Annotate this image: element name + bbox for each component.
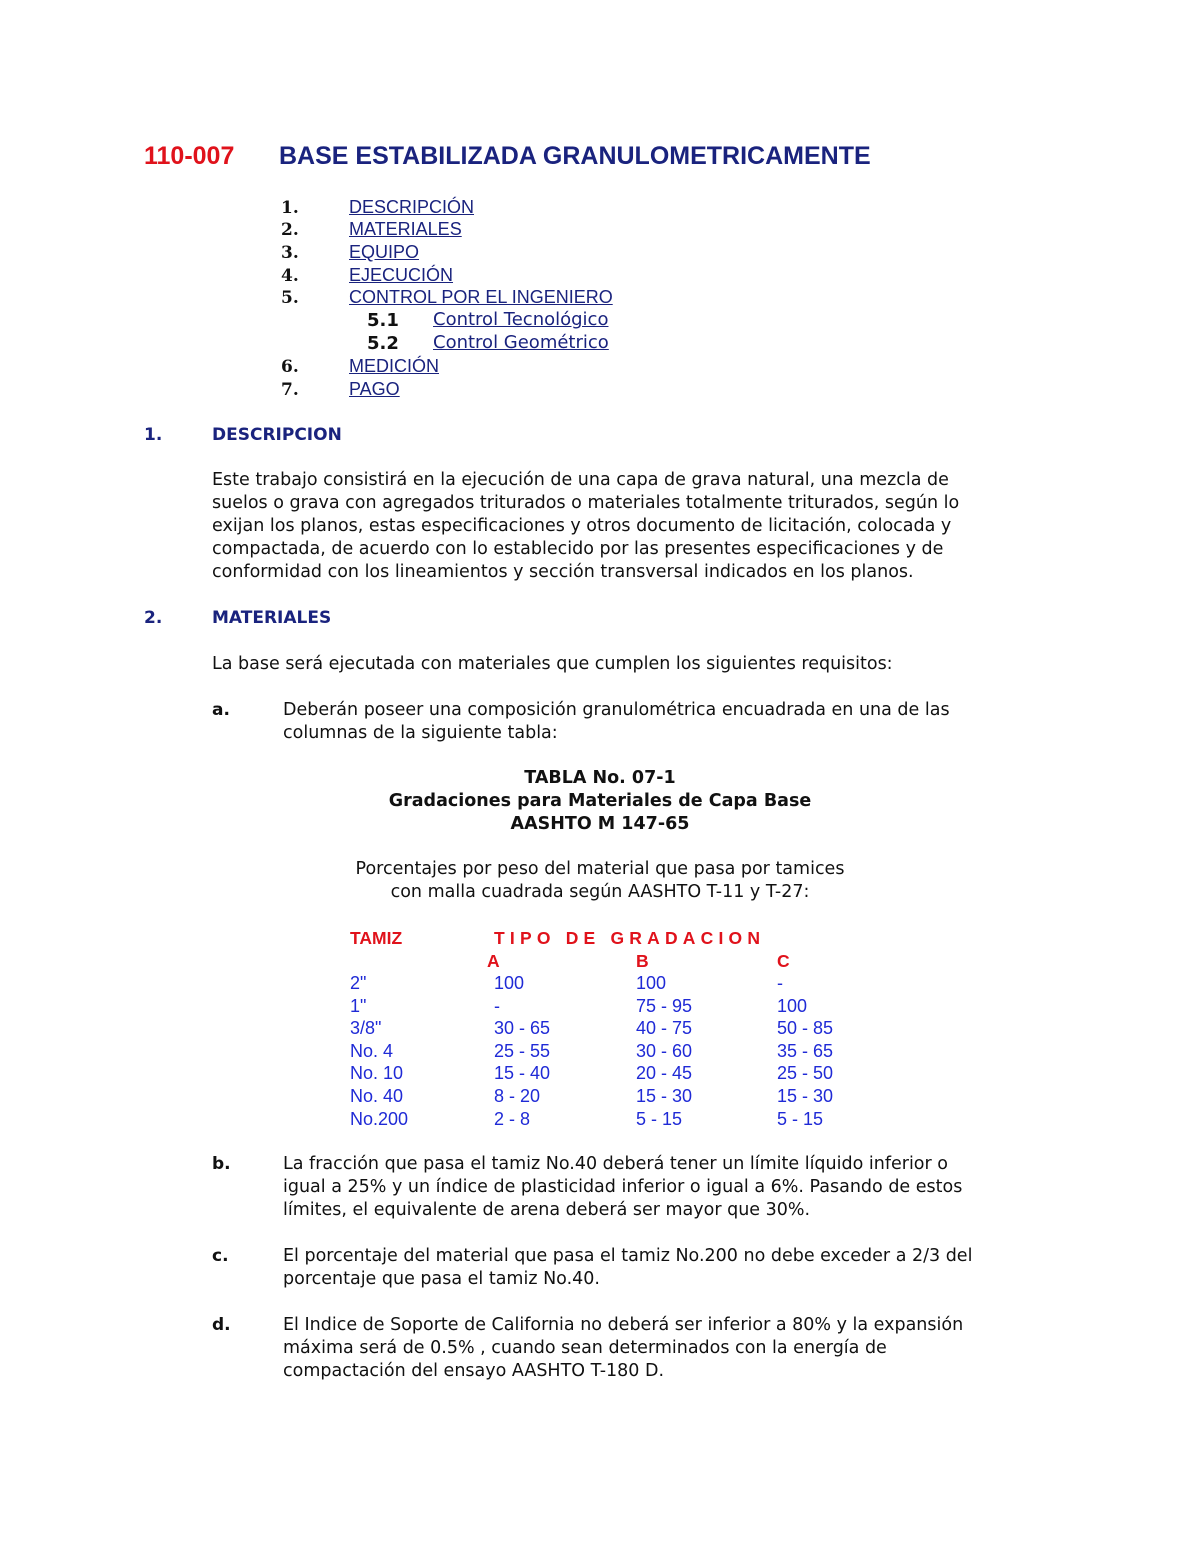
table-cell-c: - [777, 973, 783, 993]
table-note-line: Porcentajes por peso del material que pasa por tamices [355, 859, 845, 879]
column-header-tipo: TIPO DE GRADACION [494, 928, 766, 948]
section-number: 1. [144, 425, 163, 445]
page-title: BASE ESTABILIZADA GRANULOMETRICAMENTE [279, 142, 871, 170]
paragraph-line: Este trabajo consistirá en la ejecución de una capa de grava natural, una mezcla de [212, 470, 949, 490]
table-cell-a: 100 [494, 973, 525, 993]
item-d-line: compactación del ensayo AASHTO T-180 D. [283, 1361, 665, 1381]
column-header-a: A [487, 951, 500, 971]
item-d-line: máxima será de 0.5% , cuando sean determinados con la energía de [283, 1338, 887, 1358]
toc-link-pago[interactable]: PAGO [349, 379, 400, 399]
table-cell-tamiz: 3/8" [350, 1018, 382, 1039]
toc-link-materiales[interactable]: MATERIALES [349, 219, 462, 239]
item-a-line: columnas de la siguiente tabla: [283, 723, 558, 743]
table-cell-a: 30 - 65 [494, 1018, 551, 1039]
paragraph-line: exijan los planos, estas especificaciones y otros documento de licitación, colocada y [212, 516, 952, 536]
toc-link-control[interactable]: CONTROL POR EL INGENIERO [349, 287, 613, 307]
item-letter: c. [212, 1246, 229, 1266]
table-cell-b: 100 [636, 973, 667, 993]
table-cell-a: 2 - 8 [494, 1108, 531, 1129]
item-letter: d. [212, 1315, 231, 1335]
table-cell-b: 40 - 75 [636, 1018, 693, 1039]
materiales-intro: La base será ejecutada con materiales que cumplen los siguientes requisitos: [212, 654, 893, 674]
toc-num: 6. [281, 357, 299, 377]
item-b-line: límites, el equivalente de arena deberá ser mayor que 30%. [283, 1200, 811, 1220]
toc-num: 3. [281, 243, 299, 263]
table-cell-b: 20 - 45 [636, 1063, 693, 1084]
table-cell-c: 100 [777, 995, 808, 1016]
table-cell-tamiz: No. 40 [350, 1086, 404, 1106]
table-cell-tamiz: 1" [350, 995, 367, 1016]
item-c-line: porcentaje que pasa el tamiz No.40. [283, 1269, 600, 1289]
column-header-c: C [777, 951, 790, 971]
toc-link-descripcion[interactable]: DESCRIPCIÓN [349, 197, 475, 217]
section-number: 2. [144, 608, 163, 628]
table-note-line: con malla cuadrada según AASHTO T-11 y T-27: [390, 882, 810, 902]
table-cell-a: 25 - 55 [494, 1040, 551, 1061]
toc-num: 7. [281, 380, 299, 400]
item-b-line: La fracción que pasa el tamiz No.40 deberá tener un límite líquido inferior o [283, 1154, 948, 1174]
table-cell-c: 50 - 85 [777, 1018, 834, 1039]
paragraph-line: conformidad con los lineamientos y sección transversal indicados en los planos. [212, 562, 914, 582]
paragraph-line: compactada, de acuerdo con lo establecido por las presentes especificaciones y de [212, 539, 944, 559]
section-title-descripcion: DESCRIPCION [212, 425, 342, 445]
toc-num: 2. [281, 220, 299, 240]
table-subtitle: Gradaciones para Materiales de Capa Base [388, 791, 812, 811]
toc-num: 5.1 [367, 310, 399, 331]
table-cell-a: 8 - 20 [494, 1086, 541, 1106]
table-cell-tamiz: No.200 [350, 1108, 409, 1129]
item-letter: a. [212, 700, 230, 720]
table-cell-a: - [494, 995, 500, 1016]
item-c-line: El porcentaje del material que pasa el tamiz No.200 no debe exceder a 2/3 del [283, 1246, 973, 1266]
table-standard: AASHTO M 147-65 [510, 814, 690, 834]
table-cell-c: 15 - 30 [777, 1086, 834, 1106]
toc-link-equipo[interactable]: EQUIPO [349, 242, 420, 262]
section-title-materiales: MATERIALES [212, 608, 332, 628]
toc-num: 5. [281, 288, 299, 308]
table-title: TABLA No. 07-1 [524, 768, 676, 788]
table-cell-c: 35 - 65 [777, 1040, 834, 1061]
table-cell-a: 15 - 40 [494, 1063, 551, 1084]
paragraph-line: suelos o grava con agregados triturados o materiales totalmente triturados, según lo [212, 493, 960, 513]
column-header-b: B [636, 951, 649, 971]
toc-link-control-tecnologico[interactable]: Control Tecnológico [433, 309, 609, 330]
table-cell-c: 5 - 15 [777, 1108, 824, 1129]
table-cell-c: 25 - 50 [777, 1063, 834, 1084]
column-header-tamiz: TAMIZ [350, 928, 403, 948]
table-cell-b: 15 - 30 [636, 1086, 693, 1106]
table-cell-b: 5 - 15 [636, 1108, 683, 1129]
item-a-line: Deberán poseer una composición granulométrica encuadrada en una de las [283, 700, 950, 720]
table-cell-tamiz: No. 10 [350, 1063, 404, 1084]
item-b-line: igual a 25% y un índice de plasticidad inferior o igual a 6%. Pasando de estos [283, 1177, 963, 1197]
table-cell-tamiz: 2" [350, 973, 367, 993]
toc-num: 1. [281, 198, 299, 218]
toc-num: 4. [281, 266, 299, 286]
table-cell-b: 30 - 60 [636, 1040, 693, 1061]
toc-num: 5.2 [367, 333, 399, 354]
toc-link-ejecucion[interactable]: EJECUCIÓN [349, 265, 454, 285]
spec-code: 110-007 [144, 142, 235, 170]
item-d-line: El Indice de Soporte de California no deberá ser inferior a 80% y la expansión [283, 1315, 964, 1335]
toc-link-control-geometrico[interactable]: Control Geométrico [433, 332, 609, 353]
table-cell-tamiz: No. 4 [350, 1040, 394, 1061]
item-letter: b. [212, 1154, 231, 1174]
table-cell-b: 75 - 95 [636, 995, 693, 1016]
toc-link-medicion[interactable]: MEDICIÓN [349, 356, 439, 376]
